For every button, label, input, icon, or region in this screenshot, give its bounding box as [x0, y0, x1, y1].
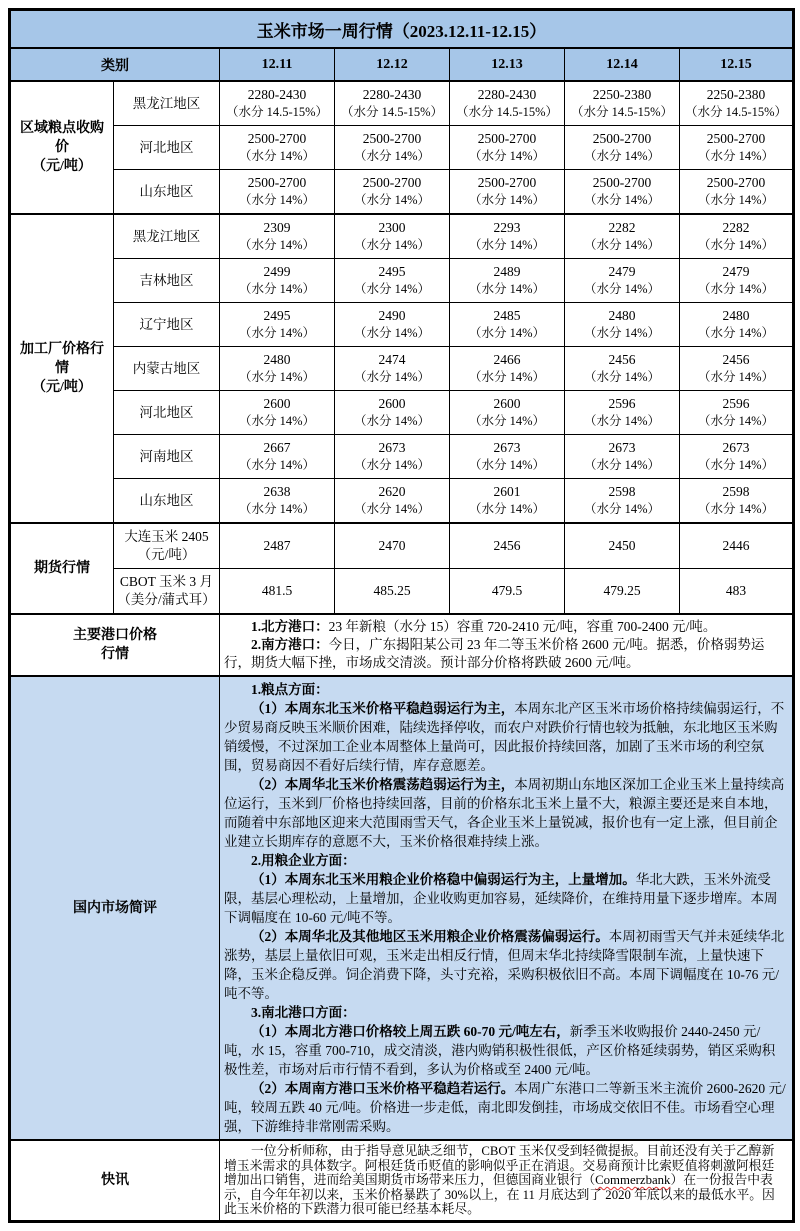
price-value: 2600 — [378, 396, 406, 411]
section-label-unit: （元/吨） — [32, 380, 92, 395]
moisture-note: （水分 14%） — [238, 193, 316, 207]
price-value: 2598 — [608, 484, 636, 499]
table-row — [10, 479, 794, 524]
paragraph-body: 本周初雨雪天气并未延续华北涨势，基层上量依旧可观，玉米走出相反行情，但周末华北持续降雪限制车流，上量快速下降，玉米企稳反弹。饲企消费下降，头寸充裕，采购积极依旧不高。本周下调幅度在 10-76 元/吨不等。 — [224, 929, 785, 1001]
price-cell: 2450 — [565, 523, 680, 569]
moisture-note: （水分 14%） — [238, 458, 316, 472]
price-cell — [220, 259, 335, 303]
price-value: 2280-2430 — [477, 87, 537, 102]
price-cell — [565, 126, 680, 170]
paragraph-lead: （1）本周东北玉米用粮企业价格稳中偏弱运行为主，上量增加。 — [251, 872, 636, 887]
moisture-note: （水分 14%） — [583, 193, 661, 207]
price-cell — [450, 347, 565, 391]
paragraph-lead: 2.用粮企业方面： — [251, 853, 356, 868]
price-value: 2499 — [263, 264, 291, 279]
price-cell — [450, 214, 565, 259]
moisture-note: （水分 14%） — [583, 326, 661, 340]
price-value: 2250-2380 — [706, 87, 766, 102]
price-value: 2280-2430 — [362, 87, 422, 102]
paragraph-lead: （1）本周东北玉米价格平稳趋弱运行为主， — [251, 701, 515, 716]
table-row — [10, 391, 794, 435]
moisture-note: （水分 14%） — [353, 238, 431, 252]
table-row — [10, 523, 794, 569]
price-cell: 479.25 — [565, 569, 680, 615]
section-label-unit: （元/吨） — [32, 159, 92, 174]
section-label-ports — [10, 614, 220, 676]
price-cell — [565, 214, 680, 259]
moisture-note: （水分 14%） — [468, 414, 546, 428]
price-value: 2596 — [722, 396, 750, 411]
price-value: 2500-2700 — [706, 175, 766, 190]
price-cell — [335, 391, 450, 435]
moisture-note: （水分 14%） — [468, 458, 546, 472]
paragraph-body: 本周广东港口二等新玉米主流价 2600-2620 元/吨，较周五跌 40 元/吨。价格进一步走低，南北即发倒挂，市场成交依旧不佳。市场看空心理强，下游维持非常刚需采购。 — [224, 1081, 786, 1134]
moisture-note: （水分 14%） — [697, 193, 775, 207]
price-value: 2500-2700 — [362, 175, 422, 190]
moisture-note: （水分 14.5-15%） — [684, 105, 788, 119]
paragraph-body: 新季玉米收购报价 2440-2450 元/吨，水 15，容重 700-710，成交清淡，港内购销积极性很低，产区价格延续弱势，销区采购积极性差，市场对后市行情不看到，多认为价格或至 2400 元/吨。 — [224, 1024, 776, 1077]
region-cell: 河北地区 — [114, 391, 220, 435]
moisture-note: （水分 14%） — [238, 149, 316, 163]
region-cell: 辽宁地区 — [114, 303, 220, 347]
price-value: 2479 — [722, 264, 750, 279]
moisture-note: （水分 14%） — [353, 149, 431, 163]
section-label-news: 快讯 — [10, 1140, 220, 1221]
paragraph — [224, 618, 786, 636]
price-value: 2600 — [493, 396, 521, 411]
moisture-note: （水分 14%） — [468, 370, 546, 384]
price-cell — [450, 303, 565, 347]
price-value: 2600 — [263, 396, 291, 411]
price-cell — [565, 303, 680, 347]
price-cell — [335, 435, 450, 479]
contract-name: 大连玉米 2405 — [124, 529, 209, 544]
price-cell — [220, 81, 335, 126]
price-cell — [680, 259, 794, 303]
moisture-note: （水分 14%） — [697, 502, 775, 516]
price-value: 2596 — [608, 396, 636, 411]
paragraph-body: 今日，广东揭阳某公司 23 年二等玉米价格 2600 元/吨。据悉，价格弱势运行，期货大幅下挫，市场成交清淡。预计部分价格将跌破 2600 元/吨。 — [224, 637, 765, 670]
date-header-cell: 12.11 — [220, 48, 335, 81]
table-row — [10, 214, 794, 259]
price-value: 2638 — [263, 484, 291, 499]
moisture-note: （水分 14%） — [583, 502, 661, 516]
region-cell: 河南地区 — [114, 435, 220, 479]
paragraph-lead: （2）本周华北玉米价格震荡趋弱运行为主， — [251, 777, 515, 792]
moisture-note: （水分 14%） — [353, 502, 431, 516]
price-cell — [335, 170, 450, 215]
paragraph-body: 本周东北产区玉米市场价格持续偏弱运行，不少贸易商反映玉米顺价困难，陆续选择停收，而农户对跌价行情也较为抵触，东北地区玉米购销缓慢，不过深加工企业本周整体上量尚可，因此报价持续回落，加剧了玉米市场的利空氛围，贸易商因不看好后续行情，库存意愿差。 — [224, 701, 785, 773]
paragraph — [224, 680, 786, 699]
price-cell — [680, 391, 794, 435]
section-label-text: 主要港口价格行情 — [73, 628, 157, 662]
corn-market-table — [8, 8, 795, 1223]
price-value: 2250-2380 — [592, 87, 652, 102]
price-value: 2456 — [722, 352, 750, 367]
date-header-cell: 12.14 — [565, 48, 680, 81]
price-cell — [680, 347, 794, 391]
moisture-note: （水分 14.5-15%） — [340, 105, 444, 119]
price-cell — [680, 479, 794, 524]
section-label-purchase — [10, 81, 114, 214]
paragraph — [224, 1003, 786, 1022]
moisture-note: （水分 14%） — [238, 326, 316, 340]
table-row — [10, 569, 794, 615]
price-cell — [680, 170, 794, 215]
moisture-note: （水分 14%） — [468, 326, 546, 340]
price-value: 2500-2700 — [477, 175, 537, 190]
review-text-cell — [220, 676, 794, 1140]
table-row — [10, 81, 794, 126]
price-value: 2500-2700 — [362, 131, 422, 146]
moisture-note: （水分 14.5-15%） — [570, 105, 674, 119]
table-row — [10, 303, 794, 347]
price-cell — [220, 347, 335, 391]
moisture-note: （水分 14%） — [353, 193, 431, 207]
table-row — [10, 126, 794, 170]
moisture-note: （水分 14%） — [468, 193, 546, 207]
price-cell — [220, 479, 335, 524]
price-value: 2495 — [263, 308, 291, 323]
price-cell — [565, 81, 680, 126]
price-value: 2673 — [493, 440, 521, 455]
price-value: 2293 — [493, 220, 521, 235]
moisture-note: （水分 14%） — [238, 282, 316, 296]
price-cell — [335, 259, 450, 303]
price-cell — [220, 435, 335, 479]
price-value: 2479 — [608, 264, 636, 279]
moisture-note: （水分 14%） — [697, 149, 775, 163]
table-header-row — [10, 48, 794, 81]
price-cell: 2487 — [220, 523, 335, 569]
paragraph — [224, 699, 786, 775]
price-value: 2673 — [608, 440, 636, 455]
paragraph — [224, 927, 786, 1003]
moisture-note: （水分 14%） — [238, 502, 316, 516]
paragraph — [224, 1022, 786, 1079]
moisture-note: （水分 14%） — [238, 370, 316, 384]
price-value: 2480 — [608, 308, 636, 323]
price-cell — [450, 259, 565, 303]
price-value: 2282 — [608, 220, 636, 235]
price-cell — [450, 170, 565, 215]
price-cell — [565, 347, 680, 391]
table-row — [10, 1140, 794, 1221]
moisture-note: （水分 14%） — [468, 149, 546, 163]
paragraph-lead: 1.粮点方面： — [251, 682, 329, 697]
price-value: 2667 — [263, 440, 291, 455]
price-cell — [680, 303, 794, 347]
moisture-note: （水分 14%） — [697, 238, 775, 252]
moisture-note: （水分 14%） — [583, 458, 661, 472]
paragraph-body: 一位分析师称，由于指导意见缺乏细节，CBOT 玉米仅受到轻微提振。目前还没有关于乙醇新增玉米需求的具体数字。阿根廷货币贬值的影响似乎正在消退。交易商预计比索贬值将刺激阿根廷增加出口销售，进而给美国期货市场带来压力，但德国商业银行（ — [224, 1144, 775, 1187]
contract-cell — [114, 569, 220, 615]
paragraph-lead: （1）本周北方港口价格较上周五跌 60-70 元/吨左右， — [251, 1024, 570, 1039]
price-cell: 481.5 — [220, 569, 335, 615]
price-value: 2500-2700 — [592, 175, 652, 190]
region-cell: 吉林地区 — [114, 259, 220, 303]
price-value: 2480 — [722, 308, 750, 323]
paragraph-lead: 2.南方港口： — [251, 637, 329, 652]
moisture-note: （水分 14%） — [697, 326, 775, 340]
table-row — [10, 614, 794, 676]
moisture-note: （水分 14%） — [697, 282, 775, 296]
price-value: 2300 — [378, 220, 406, 235]
price-cell — [565, 391, 680, 435]
price-value: 2485 — [493, 308, 521, 323]
bank-name-spellchecked: Commerzbank — [595, 1173, 671, 1187]
moisture-note: （水分 14%） — [238, 414, 316, 428]
moisture-note: （水分 14.5-15%） — [225, 105, 329, 119]
price-cell — [450, 126, 565, 170]
region-cell: 河北地区 — [114, 126, 220, 170]
price-value: 2500-2700 — [477, 131, 537, 146]
price-cell — [450, 435, 565, 479]
price-value: 2620 — [378, 484, 406, 499]
paragraph-body: 23 年新粮（水分 15）容重 720-2410 元/吨，容重 700-2400 元/吨。 — [328, 619, 717, 634]
moisture-note: （水分 14%） — [468, 502, 546, 516]
price-cell — [220, 303, 335, 347]
price-cell — [565, 435, 680, 479]
paragraph-body: 本周初期山东地区深加工企业玉米上量持续高位运行，玉米到厂价格也持续回落，目前的价格东北玉米上量不大，粮源主要还是来自本地，而随着中东部地区迎来大范围雨雪天气，各企业玉米上量锐减，报价也有一定上涨，但目前企业建立长期库存的意愿不大，玉米价格很难持续上涨。 — [224, 777, 785, 849]
price-value: 2280-2430 — [247, 87, 307, 102]
price-cell — [565, 259, 680, 303]
price-value: 2309 — [263, 220, 291, 235]
price-cell: 2446 — [680, 523, 794, 569]
news-text-cell — [220, 1140, 794, 1221]
price-cell: 479.5 — [450, 569, 565, 615]
price-value: 2490 — [378, 308, 406, 323]
paragraph — [224, 636, 786, 672]
moisture-note: （水分 14%） — [697, 414, 775, 428]
table-row — [10, 170, 794, 215]
price-value: 2500-2700 — [247, 175, 307, 190]
region-cell: 黑龙江地区 — [114, 214, 220, 259]
moisture-note: （水分 14%） — [468, 282, 546, 296]
moisture-note: （水分 14%） — [697, 370, 775, 384]
paragraph — [224, 851, 786, 870]
price-cell — [335, 303, 450, 347]
price-cell — [335, 81, 450, 126]
price-cell — [220, 391, 335, 435]
price-cell: 2470 — [335, 523, 450, 569]
moisture-note: （水分 14.5-15%） — [455, 105, 559, 119]
moisture-note: （水分 14%） — [583, 149, 661, 163]
region-cell: 山东地区 — [114, 479, 220, 524]
price-value: 2500-2700 — [247, 131, 307, 146]
price-value: 2456 — [608, 352, 636, 367]
price-cell — [565, 479, 680, 524]
section-label-review: 国内市场简评 — [10, 676, 220, 1140]
moisture-note: （水分 14%） — [353, 458, 431, 472]
paragraph — [224, 775, 786, 851]
price-value: 2500-2700 — [592, 131, 652, 146]
category-header-cell: 类别 — [10, 48, 220, 81]
moisture-note: （水分 14%） — [583, 238, 661, 252]
paragraph — [224, 870, 786, 927]
price-cell — [220, 214, 335, 259]
table-row — [10, 10, 794, 49]
paragraph — [224, 1144, 786, 1217]
price-value: 2474 — [378, 352, 406, 367]
price-cell — [450, 81, 565, 126]
table-row — [10, 259, 794, 303]
moisture-note: （水分 14%） — [353, 414, 431, 428]
price-cell — [335, 479, 450, 524]
table-row — [10, 347, 794, 391]
price-cell — [220, 170, 335, 215]
contract-unit: （美分/蒲式耳） — [117, 592, 216, 607]
price-cell: 485.25 — [335, 569, 450, 615]
paragraph-lead: 1.北方港口： — [251, 619, 329, 634]
price-cell — [450, 479, 565, 524]
price-value: 2673 — [722, 440, 750, 455]
paragraph-body: ）在一份报告中表示，自今年年初以来，玉米价格暴跌了 30%以上，在 11 月底达到了 2020 年底以来的最低水平。因此玉米价格的下跌潜力很可能已经基本耗尽。 — [224, 1173, 775, 1216]
region-cell: 山东地区 — [114, 170, 220, 215]
contract-unit: （元/吨） — [137, 547, 196, 562]
moisture-note: （水分 14%） — [583, 282, 661, 296]
price-cell — [220, 126, 335, 170]
section-label-text: 加工厂价格行情 — [20, 342, 104, 376]
paragraph-lead: （2）本周华北及其他地区玉米用粮企业价格震荡偏弱运行。 — [251, 929, 609, 944]
date-header-cell: 12.12 — [335, 48, 450, 81]
moisture-note: （水分 14%） — [583, 414, 661, 428]
price-cell — [680, 126, 794, 170]
price-value: 2601 — [493, 484, 521, 499]
region-cell: 内蒙古地区 — [114, 347, 220, 391]
document-title: 玉米市场一周行情（2023.12.11-12.15） — [10, 10, 794, 49]
moisture-note: （水分 14%） — [353, 370, 431, 384]
price-value: 2282 — [722, 220, 750, 235]
price-value: 2598 — [722, 484, 750, 499]
section-label-text: 区域粮点收购价 — [20, 121, 104, 155]
moisture-note: （水分 14%） — [353, 326, 431, 340]
ports-text-cell — [220, 614, 794, 676]
price-value: 2500-2700 — [706, 131, 766, 146]
price-cell — [335, 126, 450, 170]
table-row — [10, 676, 794, 1140]
price-cell: 2456 — [450, 523, 565, 569]
price-cell — [680, 435, 794, 479]
moisture-note: （水分 14%） — [353, 282, 431, 296]
region-cell: 黑龙江地区 — [114, 81, 220, 126]
moisture-note: （水分 14%） — [583, 370, 661, 384]
paragraph-body: 华北大跌，玉米外流受限，基层心理松动，上量增加，企业收购更加容易，延续降价，在维持用量下逐步增库。本周下调幅度在 10-60 元/吨不等。 — [224, 872, 778, 925]
date-header-cell: 12.15 — [680, 48, 794, 81]
date-header-cell: 12.13 — [450, 48, 565, 81]
paragraph-lead: 3.南北港口方面： — [251, 1005, 356, 1020]
price-cell — [335, 214, 450, 259]
price-value: 2489 — [493, 264, 521, 279]
price-cell — [680, 214, 794, 259]
price-cell — [335, 347, 450, 391]
moisture-note: （水分 14%） — [468, 238, 546, 252]
paragraph-lead: （2）本周南方港口玉米价格平稳趋若运行。 — [251, 1081, 515, 1096]
contract-cell — [114, 523, 220, 569]
price-cell: 483 — [680, 569, 794, 615]
price-value: 2673 — [378, 440, 406, 455]
moisture-note: （水分 14%） — [238, 238, 316, 252]
table-row — [10, 435, 794, 479]
contract-name: CBOT 玉米 3 月 — [119, 574, 214, 589]
price-value: 2480 — [263, 352, 291, 367]
price-cell — [450, 391, 565, 435]
section-label-factory — [10, 214, 114, 523]
moisture-note: （水分 14%） — [697, 458, 775, 472]
section-label-futures: 期货行情 — [10, 523, 114, 614]
price-cell — [565, 170, 680, 215]
price-cell — [680, 81, 794, 126]
price-value: 2495 — [378, 264, 406, 279]
price-value: 2466 — [493, 352, 521, 367]
